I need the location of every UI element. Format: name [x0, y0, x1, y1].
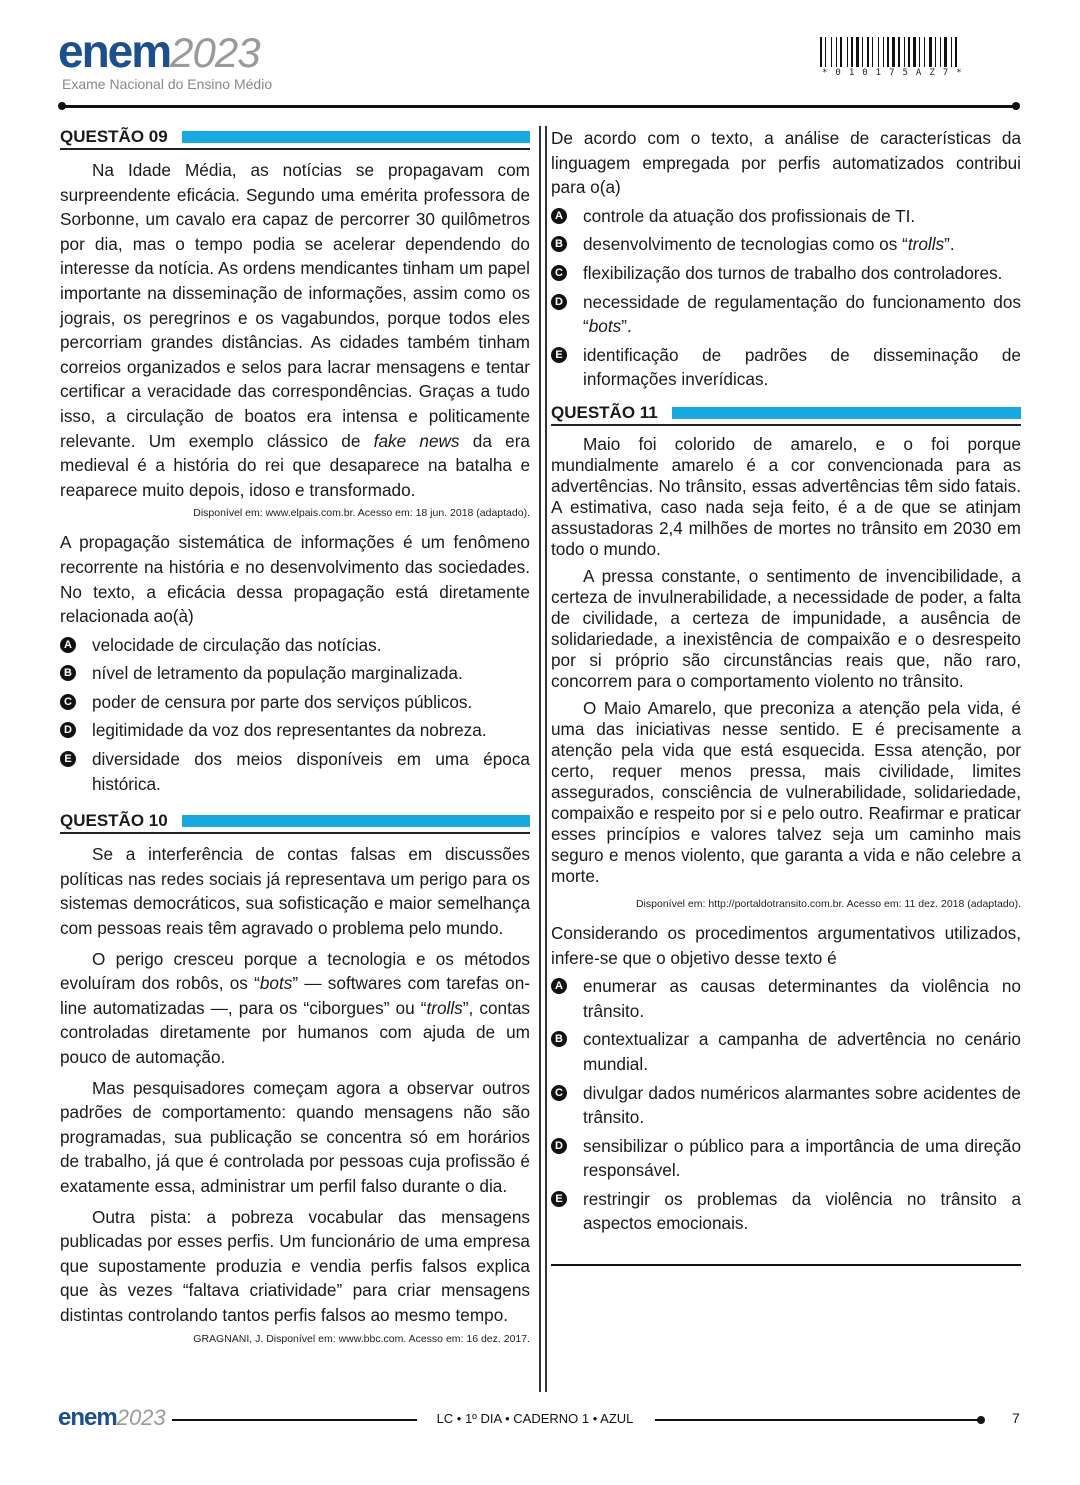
option-a[interactable]: A velocidade de circulação das notícias. — [60, 633, 530, 658]
option-letter-icon: E — [60, 751, 76, 767]
option-c[interactable]: C flexibilização dos turnos de trabalho dos controladores. — [551, 261, 1021, 286]
option-d[interactable]: D necessidade de regulamentação do funcionamento dos “bots”. — [551, 290, 1021, 339]
question-09-header — [60, 126, 530, 150]
option-letter-icon: A — [60, 637, 76, 653]
q10-options — [551, 204, 1021, 392]
footer-rule — [172, 1419, 417, 1421]
q10-source: GRAGNANI, J. Disponível em: www.bbc.com. Acesso em: 16 dez. 2017. — [193, 1332, 530, 1345]
option-d[interactable]: D legitimidade da voz dos representantes da nobreza. — [60, 718, 530, 743]
logo-year: 2023 — [170, 29, 260, 76]
q11-paragraph-1: Maio foi colorido de amarelo, e o foi porque mundialmente amarelo é a cor convencionada para as advertências. No trânsito, essas advertências têm sido fatais. A estimativa, caso nada seja feito, é a de que se atinjam assustadoras 2,4 milhões de mortes no trânsito em 2030 em todo o mundo. — [551, 433, 1021, 559]
q10-stem: De acordo com o texto, a análise de características da linguagem empregada por perfis automatizados contribui para o(a) — [551, 128, 1021, 198]
logo-word: enem — [58, 25, 171, 77]
option-d[interactable]: D sensibilizar o público para a importância de uma direção responsável. — [551, 1134, 1021, 1183]
right-column — [551, 126, 1021, 1266]
q10-paragraph-3: Mas pesquisadores começam agora a observar outros padrões de comportamento: quando mensagens não são programadas, sua publicação se concentra só em horários de trabalho, já que é controlada por pessoas cuja profissão é exatamente essa, administrar um perfil falso durante o dia. — [60, 1077, 530, 1196]
barcode-icon — [820, 37, 1020, 67]
q10-paragraph-4: Outra pista: a pobreza vocabular das mensagens publicadas por esses perfis. Um funcionário de uma empresa que supostamente produzia e vendia perfis falsos explica que às vezes “faltava criatividade” para criar mensagens distintas controlando tantos perfis falsos ao mesmo tempo. — [60, 1206, 530, 1325]
header-rule — [62, 105, 1016, 108]
barcode-text: *010175AZ7* — [822, 68, 970, 78]
footer-logo: enem2023 — [58, 1404, 166, 1431]
column-divider — [539, 126, 541, 1392]
option-b[interactable]: B contextualizar a campanha de advertência no cenário mundial. — [551, 1027, 1021, 1076]
q10-paragraph-1: Se a interferência de contas falsas em discussões políticas nas redes sociais já representava um perigo para os sistemas democráticos, sua sofisticação e maior semelhança com pessoas reais têm agravado o problema pelo mundo. — [60, 844, 530, 939]
option-letter-icon: E — [551, 347, 567, 363]
footer-label: LC • 1º DIA • CADERNO 1 • AZUL — [436, 1411, 634, 1426]
option-e[interactable]: E restringir os problemas da violência no trânsito a aspectos emocionais. — [551, 1187, 1021, 1236]
q11-stem: Considerando os procedimentos argumentativos utilizados, infere-se que o objetivo desse texto é — [551, 922, 1021, 968]
option-letter-icon: D — [551, 1138, 567, 1154]
q09-passage: Na Idade Média, as notícias se propagavam com surpreendente eficácia. Segundo uma emérita professora de Sorbonne, um cavalo era capaz de percorrer 30 quilômetros por dia, mas o tempo podia se acelerar dependendo do interesse da notícia. As ordens mendicantes tinham um papel importante na disseminação de informações, assim como os jograis, os peregrinos e os vagabundos, porque todos eles percorriam grandes distâncias. As cidades também tinham correios organizados e selos para lacrar mensagens e tentar certificar a veracidade das correspondências. Graças a tudo isso, a circulação de boatos era intensa e politicamente relevante. Um exemplo clássico de fake news da era medieval é a história do rei que desaparece na batalha e reaparece muito depois, idoso e transformado. — [60, 160, 530, 500]
option-letter-icon: C — [60, 694, 76, 710]
option-c[interactable]: C divulgar dados numéricos alarmantes sobre acidentes de trânsito. — [551, 1081, 1021, 1130]
footer-rule — [655, 1419, 981, 1421]
q11-paragraph-3: O Maio Amarelo, que preconiza a atenção pela vida, é uma das iniciativas nesse sentido. E é precisamente a atenção pela vida que está esquecida. Essa atenção, por certo, requer menos pressa, mais civilidade, limites assegurados, consciência de vulnerabilidade, solidariedade, compaixão e respeito por si e pelo outro. Reafirmar e praticar esses princípios e valores talvez seja um caminho mais seguro e menos violento, que garanta a vida e não celebre a morte. — [551, 697, 1021, 886]
question-10-header — [60, 810, 530, 834]
rule-dot-right — [1012, 102, 1020, 110]
q09-source: Disponível em: www.elpais.com.br. Acesso em: 18 jun. 2018 (adaptado). — [193, 507, 530, 520]
question-11-header — [551, 402, 1021, 426]
rule-dot-left — [58, 102, 66, 110]
option-letter-icon: A — [551, 208, 567, 224]
option-letter-icon: A — [551, 978, 567, 994]
option-c[interactable]: C poder de censura por parte dos serviços públicos. — [60, 690, 530, 715]
q09-stem: A propagação sistemática de informações é um fenômeno recorrente na história e no desenvolvimento das sociedades. No texto, a eficácia dessa propagação está diretamente relacionada ao(à) — [60, 532, 530, 627]
option-letter-icon: D — [60, 722, 76, 738]
end-of-question-rule — [551, 1264, 1021, 1266]
option-b[interactable]: B desenvolvimento de tecnologias como os “trolls”. — [551, 232, 1021, 257]
option-letter-icon: B — [551, 236, 567, 252]
question-title: QUESTÃO 09 — [60, 126, 168, 146]
option-letter-icon: C — [551, 265, 567, 281]
accent-bar — [672, 407, 1021, 419]
enem-logo — [58, 25, 260, 77]
q10-paragraph-2: O perigo cresceu porque a tecnologia e os métodos evoluíram dos robôs, os “bots” — softwares com tarefas on-line automatizadas —, para os “ciborgues” ou “trolls”, contas controladas diretamente por humanos com ajuda de um pouco de automação. — [60, 948, 531, 1067]
option-letter-icon: D — [551, 294, 567, 310]
accent-bar — [182, 131, 530, 143]
option-e[interactable]: E identificação de padrões de disseminação de informações inverídicas. — [551, 343, 1021, 392]
exam-subtitle: Exame Nacional do Ensino Médio — [62, 76, 273, 92]
option-letter-icon: C — [551, 1085, 567, 1101]
option-a[interactable]: A controle da atuação dos profissionais de TI. — [551, 204, 1021, 229]
option-a[interactable]: A enumerar as causas determinantes da violência no trânsito. — [551, 974, 1021, 1023]
footer-dot — [977, 1416, 985, 1424]
question-title: QUESTÃO 10 — [60, 810, 168, 830]
accent-bar — [182, 815, 530, 827]
option-e[interactable]: E diversidade dos meios disponíveis em uma época histórica. — [60, 747, 530, 796]
q09-options — [60, 633, 530, 797]
q11-source: Disponível em: http://portaldotransito.com.br. Acesso em: 11 dez. 2018 (adaptado). — [635, 897, 1021, 910]
page-number: 7 — [1012, 1410, 1020, 1426]
q11-paragraph-2: A pressa constante, o sentimento de invencibilidade, a certeza de invulnerabilidade, a necessidade de poder, a falta de civilidade, a certeza de impunidade, a ausência de solidariedade, a inexistência de compaixão e o desrespeito por si próprio são circunstâncias reais que, não raro, concorrem para o comportamento violento no trânsito. — [551, 565, 1021, 691]
left-column — [60, 126, 530, 1356]
option-letter-icon: B — [551, 1031, 567, 1047]
column-divider — [545, 126, 547, 1392]
option-b[interactable]: B nível de letramento da população marginalizada. — [60, 661, 530, 686]
q11-options — [551, 974, 1021, 1236]
option-letter-icon: B — [60, 665, 76, 681]
question-title: QUESTÃO 11 — [551, 402, 658, 422]
option-letter-icon: E — [551, 1191, 567, 1207]
